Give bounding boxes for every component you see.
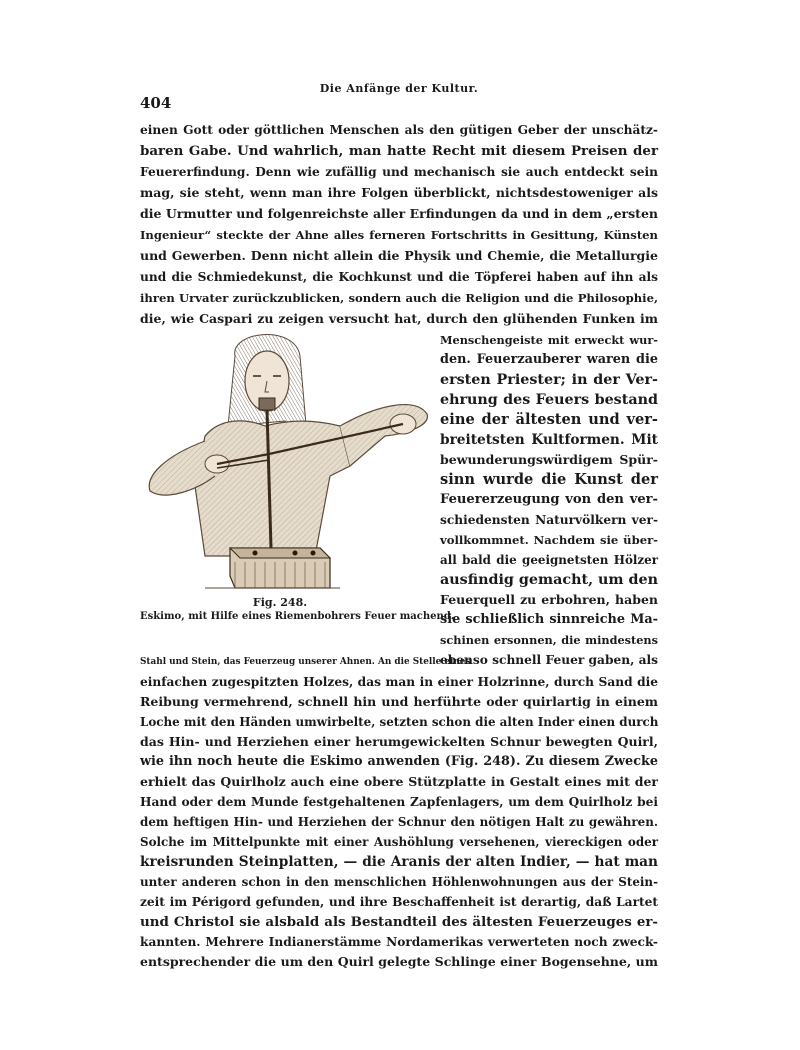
text-line: Hand oder dem Munde festgehaltenen Zapfenlagers, um dem Quirlholz bei (140, 795, 658, 809)
text-line: Feuerquell zu erbohren, haben (440, 592, 658, 607)
text-line: Ingenieur“ steckte der Ahne alles ferneren Fortschritts in Gesittung, Künsten (140, 228, 658, 242)
text-line: ausfindig gemacht, um den (440, 572, 659, 588)
text-line: kannten. Mehrere Indianerstämme Nordamerikas verwerteten noch zweck- (140, 935, 658, 949)
text-line: Loche mit den Händen umwirbelte, setzten schon die alten Inder einen durch (140, 715, 659, 729)
text-line: einen Gott oder göttlichen Menschen als den gütigen Geber der unschätz- (140, 123, 658, 137)
text-line: und Christol sie alsbald als Bestandteil des ältesten Feuerzeuges er- (140, 914, 658, 930)
text-line: breitetsten Kultformen. Mit (440, 432, 658, 448)
text-line: zeit im Périgord gefunden, und ihre Beschaffenheit ist derartig, daß Lartet (140, 895, 658, 909)
text-line: Feuererfindung. Denn wie zufällig und mechanisch sie auch entdeckt sein (140, 165, 658, 179)
running-header: Die Anfänge der Kultur. (319, 82, 479, 95)
text-line: und Gewerben. Denn nicht allein die Physik und Chemie, die Metallurgie (140, 248, 658, 263)
text-line: baren Gabe. Und wahrlich, man hatte Recht mit diesem Preisen der (140, 143, 658, 159)
text-line: kreisrunden Steinplatten, — die Aranis der alten Indier, — hat man (140, 854, 658, 870)
text-line: sinn wurde die Kunst der (440, 471, 658, 488)
text-line: vollkommnet. Nachdem sie über- (440, 533, 658, 547)
text-line: Feuererzeugung von den ver- (440, 492, 658, 507)
text-line: die Urmutter und folgenreichste aller Erfindungen da und in dem „ersten (140, 206, 658, 221)
text-line: schinen ersonnen, die mindestens (440, 633, 658, 647)
text-line: eine der ältesten und ver- (440, 411, 658, 428)
text-line: bewunderungswürdigem Spür- (440, 452, 658, 467)
text-line: all bald die geeignetsten Hölzer (440, 553, 658, 567)
page-number: 404 (140, 94, 172, 112)
text-line: Menschengeiste mit erweckt wur- (440, 333, 658, 347)
text-line: wie ihn noch heute die Eskimo anwenden (Fig. 248). Zu diesem Zwecke (140, 754, 658, 769)
figure-caption: Eskimo, mit Hilfe eines Riemenbohrers Feuer machend. (140, 611, 455, 622)
text-line: den. Feuerzauberer waren die (440, 352, 658, 367)
text-line: ebenso schnell Feuer gaben, als (440, 653, 658, 667)
figure-number: Fig. 248. (252, 596, 308, 609)
text-line: die, wie Caspari zu zeigen versucht hat, durch den glühenden Funken im (140, 311, 658, 326)
eskimo-fire-drill-illustration (135, 326, 435, 594)
text-line: Reibung vermehrend, schnell hin und herführte oder quirlartig in einem (140, 694, 658, 709)
text-line: ihren Urvater zurückzublicken, sondern auch die Religion und die Philosophie, (140, 291, 658, 305)
text-line: einfachen zugespitzten Holzes, das man in einer Holzrinne, durch Sand die (140, 675, 658, 689)
text-line: unter anderen schon in den menschlichen Höhlenwohnungen aus der Stein- (140, 875, 658, 889)
text-line: Stahl und Stein, das Feuerzeug unserer Ahnen. An die Stelle eines (140, 657, 471, 667)
text-line: Solche im Mittelpunkte mit einer Aushöhlung versehenen, viereckigen oder (140, 835, 658, 849)
text-line: dem heftigen Hin- und Herziehen der Schnur den nötigen Halt zu gewähren. (140, 815, 658, 829)
text-line: entsprechender die um den Quirl gelegte Schlinge einer Bogensehne, um (140, 954, 658, 969)
text-line: schiedensten Naturvölkern ver- (440, 513, 658, 527)
text-line: ehrung des Feuers bestand (440, 392, 658, 408)
text-line: und die Schmiedekunst, die Kochkunst und die Töpferei haben auf ihn als (140, 270, 658, 284)
text-line: das Hin- und Herziehen einer herumgewickelten Schnur bewegten Quirl, (140, 734, 658, 749)
text-line: mag, sie steht, wenn man ihre Folgen überblickt, nichtsdestoweniger als (140, 185, 658, 200)
text-line: erhielt das Quirlholz auch eine obere Stützplatte in Gestalt eines mit der (140, 774, 658, 789)
text-line: ersten Priester; in der Ver- (440, 372, 658, 388)
text-line: sie schließlich sinnreiche Ma- (440, 612, 658, 627)
